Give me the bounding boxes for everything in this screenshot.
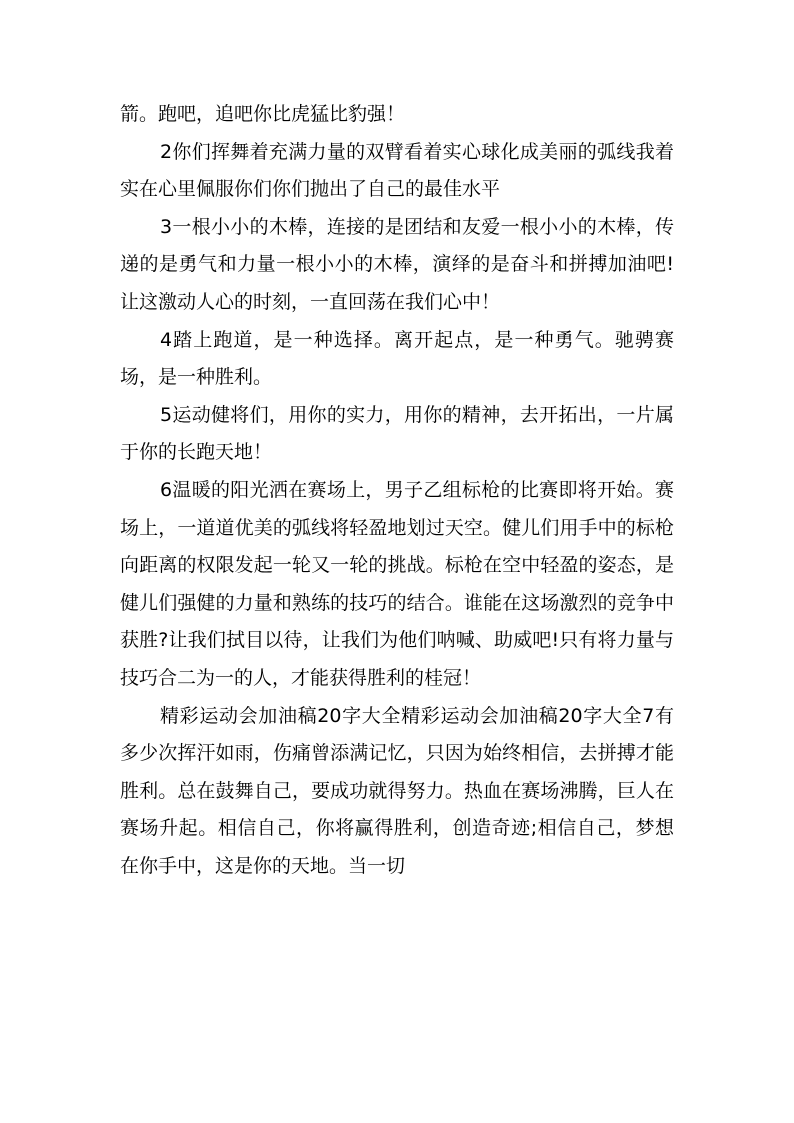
paragraph-4: 4踏上跑道，是一种选择。离开起点，是一种勇气。驰骋赛场，是一种胜利。 — [120, 328, 674, 389]
document-body — [120, 96, 674, 885]
paragraph-3: 3一根小小的木棒，连接的是团结和友爱一根小小的木棒，传递的是勇气和力量一根小小的木棒，演绎的是奋斗和拼搏加油吧!让这激动人心的时刻，一直回荡在我们心中！ — [120, 215, 674, 313]
paragraph-5: 5运动健将们，用你的实力，用你的精神，去开拓出，一片属于你的长跑天地！ — [120, 403, 674, 464]
paragraph-2: 2你们挥舞着充满力量的双臂看着实心球化成美丽的弧线我着实在心里佩服你们你们抛出了自己的最佳水平 — [120, 140, 674, 201]
paragraph-7: 精彩运动会加油稿20字大全精彩运动会加油稿20字大全7有多少次挥汗如雨，伤痛曾添满记忆，只因为始终相信，去拼搏才能胜利。总在鼓舞自己，要成功就得努力。热血在赛场沸腾，巨人在赛场升起。相信自己，你将赢得胜利，创造奇迹;相信自己，梦想在你手中，这是你的天地。当一切 — [120, 704, 674, 877]
paragraph-continuation: 箭。跑吧，追吧你比虎猛比豹强！ — [120, 103, 406, 125]
paragraph-6: 6温暖的阳光洒在赛场上，男子乙组标枪的比赛即将开始。赛场上，一道道优美的弧线将轻盈地划过天空。健儿们用手中的标枪向距离的权限发起一轮又一轮的挑战。标枪在空中轻盈的姿态，是健儿们强健的力量和熟练的技巧的结合。谁能在这场激烈的竞争中获胜?让我们拭目以待，让我们为他们呐喊、助威吧!只有将力量与技巧合二为一的人，才能获得胜利的桂冠！ — [120, 478, 674, 689]
